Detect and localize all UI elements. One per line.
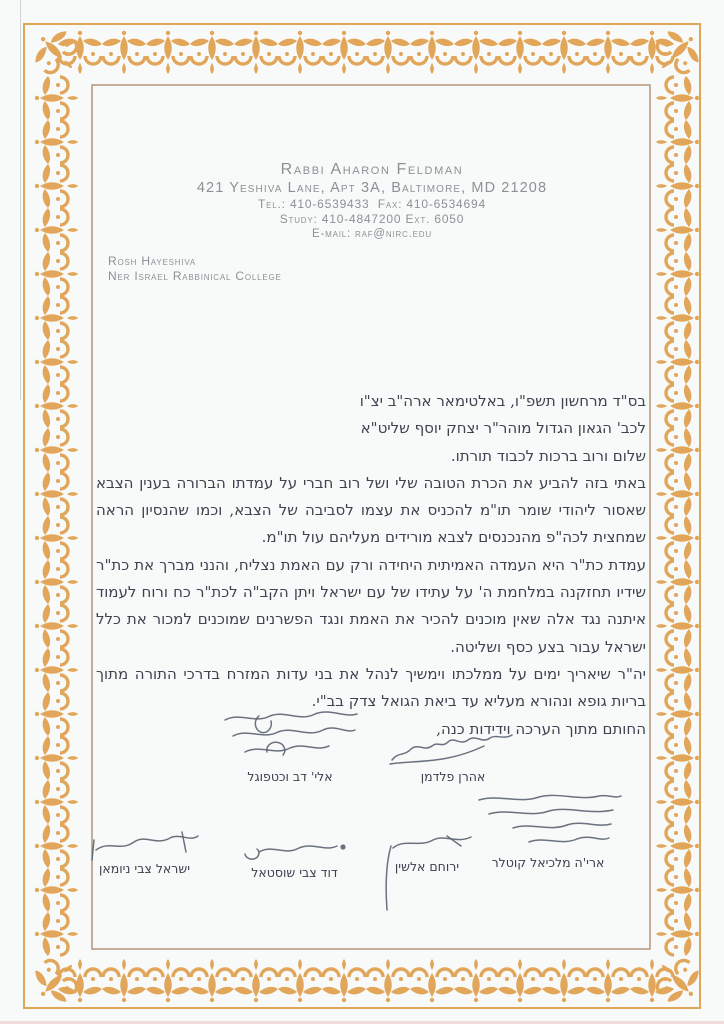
scan-edge-shadow: [20, 0, 21, 400]
signature-block-kotler: [468, 792, 628, 870]
letterhead-title-block: [108, 254, 282, 284]
closing-line: החותם מתוך הערכה וידידות כנה,: [436, 719, 646, 738]
letterhead: [92, 160, 652, 241]
signature-block-wachtfogel: [210, 706, 370, 784]
signature-mark-shustal: [237, 838, 352, 864]
signature-block-feldman: [378, 724, 528, 784]
paragraph-2: עמדת כת"ר היא העמדה האמיתית היחידה ורק עם האמת נצליח, והנני מברך את כת"ר שידיו תחזקנה במלחמת ה' על עתידו של עם ישראל ויתן הקב"ה לכת"ר כח ורוח לעמוד איתנה נגד אלה שאין מוכנים להכיר את האמת ונגד הפשרנים שמוכנים למכור את כלל ישראל עבור בצע כסף ושליטה.: [96, 555, 646, 656]
signature-mark-neuman: [86, 830, 204, 860]
letterhead-institution: Ner Israel Rabbinical College: [108, 269, 282, 283]
letterhead-study: Study: 410-4847200 Ext. 6050: [279, 212, 465, 226]
addressee: לכב' הגאון הגדול מוהר"ר יצחק יוסף שליט"א: [360, 419, 646, 438]
signature-name: דוד צבי שוסטאל: [251, 865, 338, 880]
signature-block-neuman: [82, 830, 207, 876]
signature-name: ארי'ה מלכיאל קוטלר: [491, 855, 605, 870]
dateline: בס"ד מרחשון תשפ"ו, באלטימאר ארה"ב יצ"ו: [359, 392, 646, 410]
signature-block-olshin: [372, 830, 482, 874]
signature-name: אלי' דב וכטפוגל: [247, 769, 333, 784]
signature-mark-feldman: [388, 724, 518, 768]
signature-mark-kotler: [473, 792, 623, 854]
letterhead-phones: Tel.: 410-6539433 Fax: 410-6534694: [258, 197, 486, 211]
signature-mark-olshin: [377, 830, 477, 858]
letterhead-address: 421 Yeshiva Lane, Apt 3A, Baltimore, MD 21208: [196, 180, 548, 196]
signature-name: ישראל צבי ניומאן: [98, 861, 190, 876]
signature-mark-wachtfogel: [215, 706, 365, 768]
signature-block-shustal: [232, 838, 357, 880]
paragraph-1: באתי בזה להביע את הכרת הטובה שלי ושל רוב חברי על עמדתו הברורה בענין הצבא שאסור ליהודי שומר תו"מ להכניס את עצמו לסביבה של הצבא, וכמו שהנסיון הראה שמחצית לכה"פ מהנכנסים לצבא מורידים מעליהם עול תו"מ.: [96, 473, 646, 547]
letter-body: [96, 388, 646, 743]
letterhead-name: Rabbi Aharon Feldman: [280, 161, 464, 178]
greeting: שלום ורוב ברכות לכבוד תורתו.: [450, 446, 646, 465]
signature-name: ירוחם אלשין: [394, 859, 460, 874]
paragraph-3: יה"ר שיאריך ימים על ממלכתו וימשיך לנהל את בני עדות המזרח בדרכי התורה מתוך בריות גופא ונהורא מעליא עד ביאת הגואל צדק בב"י.: [96, 664, 646, 711]
letterhead-email: E-mail: raf@nirc.edu: [312, 228, 432, 240]
letterhead-title: Rosh Hayeshiva: [108, 254, 197, 268]
signature-name: אהרן פלדמן: [420, 769, 486, 784]
